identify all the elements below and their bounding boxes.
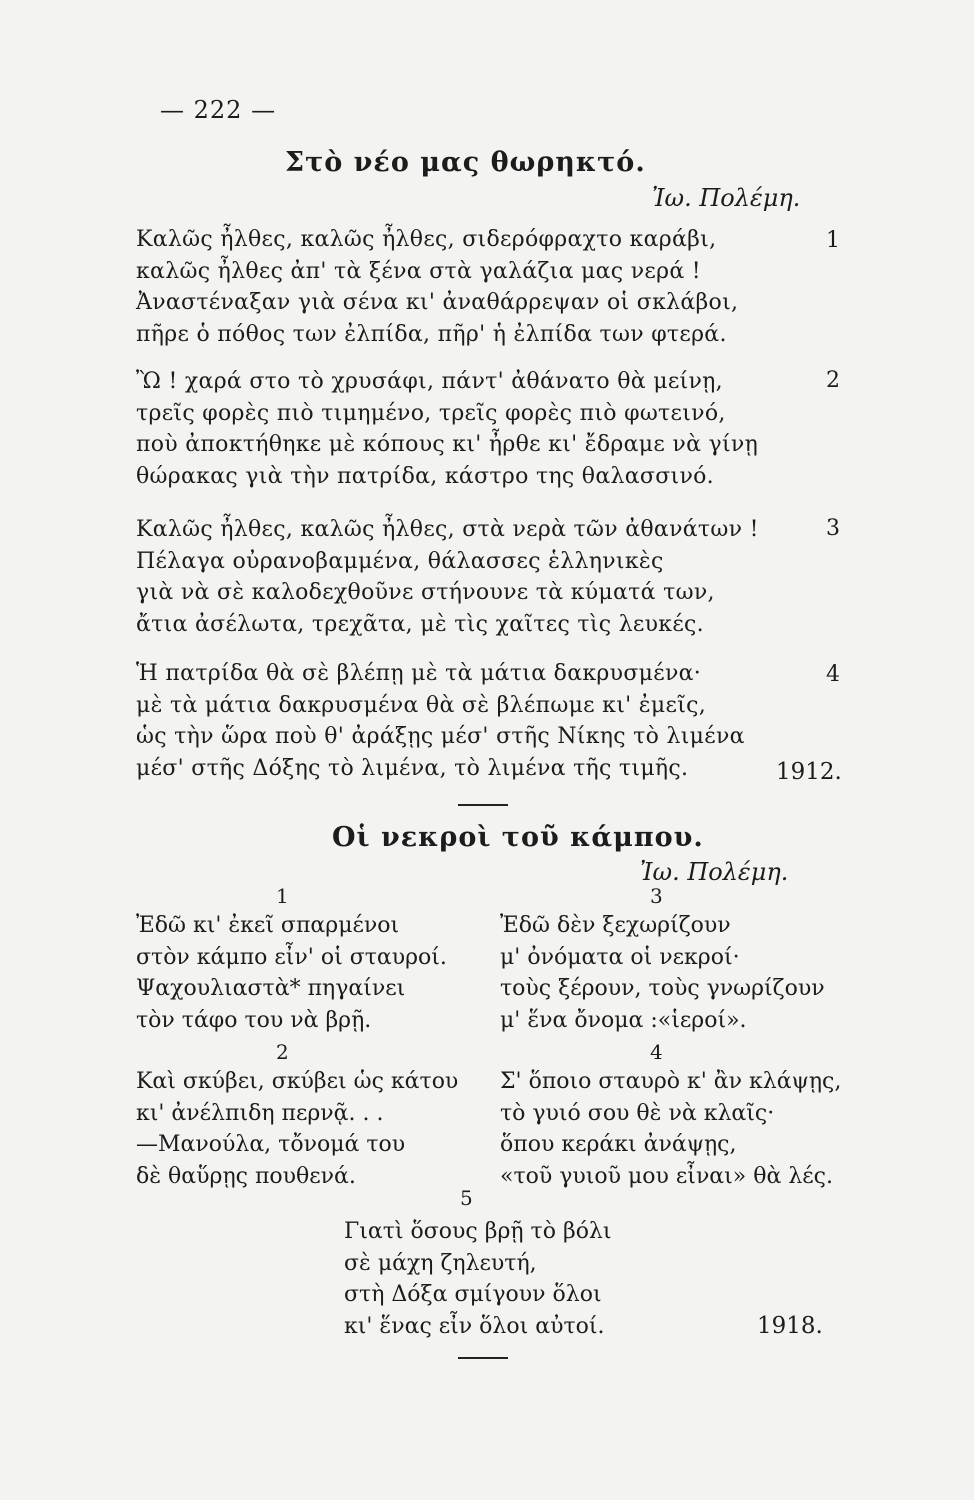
- separator-rule: [458, 1357, 508, 1359]
- poem-line: ἄτια ἀσέλωτα, τρεχᾶτα, μὲ τὶς χαῖτες τὶς λευκές.: [136, 611, 704, 637]
- poem-line: Ἀναστέναξαν γιὰ σένα κι' ἀναθάρρεψαν οἱ σκλάβοι,: [136, 290, 739, 315]
- poem-line: Καλῶς ἦλθες, καλῶς ἦλθες, σιδερόφραχτο καράβι,: [136, 227, 717, 252]
- poem-line: πῆρε ὁ πόθος των ἐλπίδα, πῆρ' ἡ ἐλπίδα των φτερά.: [136, 321, 727, 347]
- poem-line: «τοῦ γυιοῦ μου εἶναι» θὰ λές.: [500, 1163, 833, 1189]
- stanza-number: 4: [650, 1040, 663, 1064]
- poem-line: Καλῶς ἦλθες, καλῶς ἦλθες, στὰ νερὰ τῶν ἀθανάτων !: [136, 517, 759, 542]
- poem2-stanza-4: [500, 1066, 841, 1192]
- poem-line: μέσ' στῆς Δόξης τὸ λιμένα, τὸ λιμένα τῆς τιμῆς.: [136, 755, 689, 781]
- stanza-number: 5: [460, 1186, 473, 1210]
- poem1-stanza-2: [136, 366, 758, 492]
- poem1-year: 1912.: [776, 759, 842, 785]
- poem2-stanza-5: [344, 1216, 612, 1342]
- poem-line: μ' ὀνόματα οἱ νεκροί·: [500, 944, 740, 970]
- poem1-stanza-4: [136, 658, 745, 784]
- poem-line: Ψαχουλιαστὰ* πηγαίνει: [136, 976, 406, 1001]
- stanza-number: 2: [276, 1040, 289, 1064]
- poem-line: —Μανούλα, τὄνομά του: [136, 1132, 406, 1157]
- stanza-number: 3: [826, 516, 840, 541]
- poem2-stanza-3: [500, 910, 825, 1036]
- poem-line: καλῶς ἦλθες ἀπ' τὰ ξένα στὰ γαλάζια μας νερά !: [136, 258, 701, 284]
- stanza-number: 2: [826, 368, 840, 393]
- poem-line: στὴ Δόξα σμίγουν ὅλοι: [344, 1282, 602, 1307]
- stanza-number: 4: [826, 662, 840, 687]
- poem-line: κι' ἕνας εἶν ὅλοι αὐτοί.: [344, 1313, 605, 1339]
- stanza-number: 1: [826, 228, 840, 253]
- poem1-title: Στὸ νέο μας θωρηκτό.: [285, 147, 646, 178]
- poem2-stanza-2: [136, 1066, 458, 1192]
- poem-line: τὸ γυιό σου θὲ νὰ κλαῖς·: [500, 1100, 775, 1126]
- poem-line: τοὺς ξέρουν, τοὺς γνωρίζουν: [500, 976, 825, 1001]
- poem-line: Καὶ σκύβει, σκύβει ὡς κάτου: [136, 1069, 459, 1094]
- poem-line: κι' ἀνέλπιδη περνᾷ. . .: [136, 1100, 384, 1126]
- poem-line: τρεῖς φορὲς πιὸ τιμημένο, τρεῖς φορὲς πιὸ φωτεινό,: [136, 400, 726, 426]
- separator-rule: [458, 804, 508, 806]
- poem2-author: Ἰω. Πολέμη.: [640, 858, 789, 886]
- poem1-stanza-1: [136, 224, 738, 350]
- poem-line: Ὢ ! χαρά στο τὸ χρυσάφι, πάντ' ἀθάνατο θὰ μείνῃ,: [136, 369, 723, 394]
- poem-line: σὲ μάχη ζηλευτή,: [344, 1250, 537, 1276]
- poem-line: Γιατὶ ὅσους βρῇ τὸ βόλι: [344, 1219, 612, 1244]
- poem1-stanza-3: [136, 514, 759, 640]
- poem2-title: Οἱ νεκροὶ τοῦ κάμπου.: [332, 822, 704, 853]
- poem-line: Πέλαγα οὐρανοβαμμένα, θάλασσες ἑλληνικὲς: [136, 548, 664, 574]
- poem-line: τὸν τάφο του νὰ βρῇ.: [136, 1007, 372, 1033]
- poem-line: θώρακας γιὰ τὴν πατρίδα, κάστρο της θαλασσινό.: [136, 463, 714, 489]
- poem-line: Ἡ πατρίδα θὰ σὲ βλέπῃ μὲ τὰ μάτια δακρυσμένα·: [136, 661, 702, 686]
- poem-line: δὲ θαὕρῃς πουθενά.: [136, 1163, 356, 1189]
- poem-line: μ' ἕνα ὄνομα :«ἱεροί».: [500, 1007, 747, 1033]
- poem2-stanza-1: [136, 910, 447, 1036]
- poem-line: στὸν κάμπο εἶν' οἱ σταυροί.: [136, 944, 447, 970]
- stanza-number: 3: [650, 884, 663, 908]
- poem-line: Ἐδῶ δὲν ξεχωρίζουν: [500, 913, 731, 938]
- poem-line: Ἐδῶ κι' ἐκεῖ σπαρμένοι: [136, 913, 400, 938]
- poem-line: ὡς τὴν ὥρα ποὺ θ' ἀράξῃς μέσ' στῆς Νίκης τὸ λιμένα: [136, 724, 745, 749]
- poem-line: Σ' ὅποιο σταυρὸ κ' ἂν κλάψῃς,: [500, 1069, 842, 1094]
- poem-line: ποὺ ἀποκτήθηκε μὲ κόπους κι' ἦρθε κι' ἔδραμε νὰ γίνῃ: [136, 432, 759, 457]
- page-number: — 222 —: [160, 96, 277, 124]
- poem-line: γιὰ νὰ σὲ καλοδεχθοῦνε στήνουνε τὰ κύματά των,: [136, 580, 715, 605]
- poem-line: μὲ τὰ μάτια δακρυσμένα θὰ σὲ βλέπωμε κι' ἐμεῖς,: [136, 692, 707, 718]
- stanza-number: 1: [276, 884, 289, 908]
- poem2-year: 1918.: [757, 1313, 823, 1339]
- poem-line: ὅπου κεράκι ἀνάψῃς,: [500, 1132, 737, 1157]
- poem1-author: Ἰω. Πολέμη.: [652, 184, 801, 212]
